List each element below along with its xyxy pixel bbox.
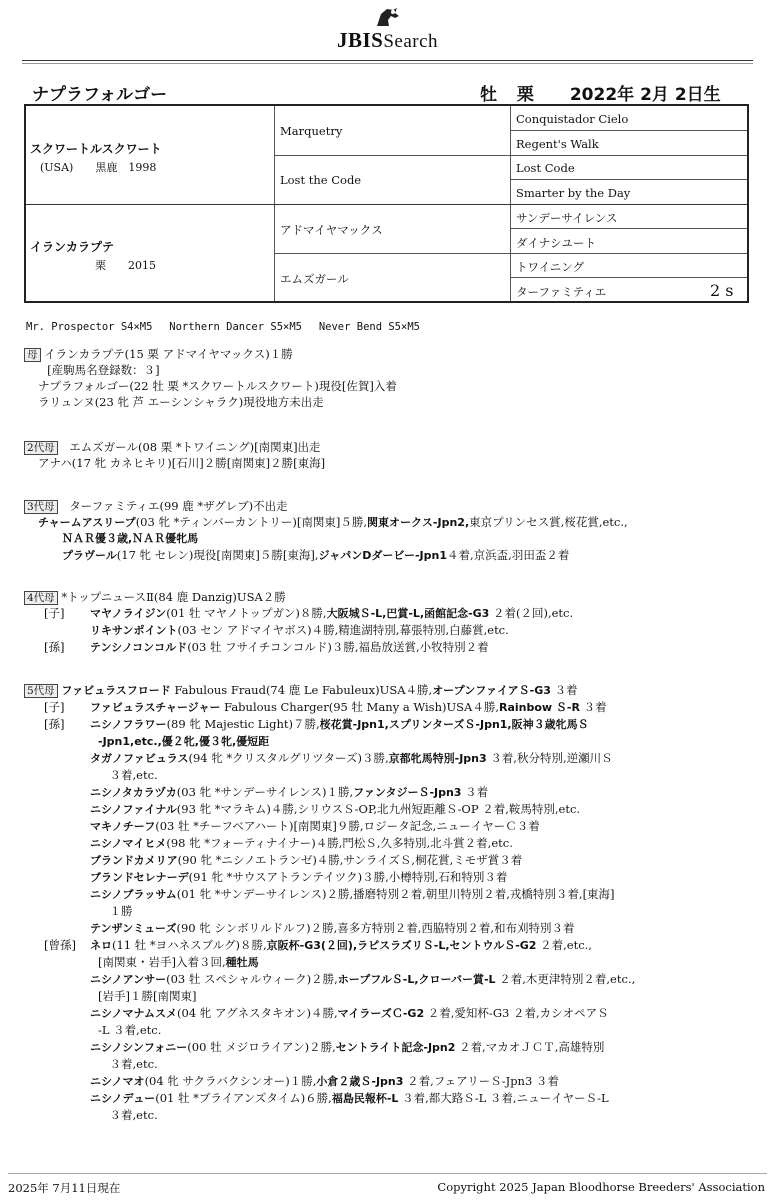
- pedigree-g3-6[interactable]: ダイナシユート: [516, 236, 597, 250]
- section-text: (03 牝 *サンデーサイレンス)１勝,: [176, 785, 354, 799]
- section-head: *トップニュースⅡ(84 鹿 Danzig)USA２勝: [61, 590, 286, 604]
- section-3rd-dam: [24, 498, 628, 564]
- section-head: Fabulous Fraud(74 鹿 Le Fabuleux)USA４勝,: [174, 683, 433, 697]
- race-text: セントライト記念-Jpn2: [335, 1041, 456, 1054]
- section-text: ２着,鞍馬特別,etc.: [482, 802, 581, 816]
- section-text: ３着,都大路Ｓ-L ３着,ニューイヤーＳ-L: [402, 1091, 609, 1105]
- section-text: ２着,フェアリーＳ-Jpn3 ３着: [407, 1074, 559, 1088]
- horse-name: ナプラフォルゴー: [32, 85, 168, 105]
- section-text: (01 牡 *ブライアンズタイム)６勝,: [155, 1091, 332, 1105]
- section-text: (98 牝 *フォーティナイナー)４勝,門松Ｓ,久多特別,北斗賞２着,etc.: [166, 836, 513, 850]
- relative-row: [24, 818, 635, 835]
- pedigree-g3-8[interactable]: ターファミティエ: [516, 285, 607, 299]
- horse-link[interactable]: ネロ: [90, 939, 112, 952]
- race-text: マイラーズＣ-G2: [337, 1007, 425, 1020]
- section-text: (01 牝 *サンデーサイレンス)２勝,播磨特別２着,朝里川特別２着,戎橋特別３着,[東海]: [176, 887, 615, 901]
- relative-row: [24, 784, 635, 801]
- relative-row: [24, 903, 635, 920]
- relative-row: [24, 1039, 635, 1056]
- relative-row: [24, 716, 635, 733]
- footer-rule: [8, 1173, 767, 1174]
- section-text: Fabulous Charger(95 牡 Many a Wish)USA４勝,: [224, 700, 499, 714]
- relative-row: [24, 988, 635, 1005]
- logo-text: JBISSearch: [336, 28, 439, 52]
- pedigree-table: [24, 104, 749, 303]
- horse-color: 栗: [516, 85, 534, 105]
- race-text: Rainbow Ｓ-R: [499, 701, 580, 714]
- race-text: -Jpn1,etc.,優２牝,優３牝,優短距: [98, 735, 270, 748]
- jbis-logo[interactable]: [0, 6, 775, 53]
- relative-row: [24, 971, 635, 988]
- section-text: (11 牡 *ヨハネスブルグ)８勝,: [112, 938, 267, 952]
- horse-link[interactable]: ニシノタカラヅカ: [90, 786, 177, 799]
- horse-link[interactable]: マヤノライジン: [90, 607, 167, 620]
- relative-row: [24, 1005, 635, 1022]
- dam-info: 栗 2015: [40, 259, 156, 272]
- section-text: (93 牝 *マラキム)４勝,シリウスＳ-OP,北九州短距離Ｓ-OP: [176, 802, 479, 816]
- horse-link[interactable]: ニシノマナムスメ: [90, 1007, 178, 1020]
- horse-link[interactable]: テンシノコンコルド: [90, 641, 188, 654]
- section-text: (03 牡 *チーフベアハート)[南関東]９勝,ロジータ記念,ニューイヤーＣ３着: [155, 819, 540, 833]
- pedigree-g3-2[interactable]: Regent's Walk: [516, 137, 599, 151]
- kin-label: [子]: [44, 606, 65, 620]
- race-text: 京都牝馬特別-Jpn3: [388, 752, 487, 765]
- horse-link[interactable]: チャームアスリープ: [38, 516, 136, 529]
- relative-row: [24, 801, 635, 818]
- section-text: ２着(２回),etc.: [493, 606, 574, 620]
- horse-link[interactable]: リキサンポイント: [90, 624, 178, 637]
- section-4th-dam: [24, 589, 573, 656]
- race-text: 桜花賞-Jpn1,スプリンターズＳ-Jpn1,阪神３歳牝馬Ｓ: [319, 718, 589, 731]
- relative-row: [24, 835, 635, 852]
- horse-link[interactable]: ニシノマオ: [90, 1075, 145, 1088]
- section-text: (91 牝 *サウスアトランテイツク)３勝,小樽特別,石和特別３着: [188, 870, 508, 884]
- horse-link[interactable]: ニシノブラッサム: [90, 888, 177, 901]
- horse-link[interactable]: ファビュラスフロード: [61, 684, 171, 697]
- section-text: (00 牡 メジロライアン)２勝,: [187, 1040, 336, 1054]
- section-5th-dam: [24, 682, 635, 1124]
- footer-date: 2025年 7月11日現在: [8, 1181, 121, 1195]
- dam-line: イランカラプテ(15 栗 アドマイヤマックス)１勝: [44, 347, 293, 361]
- pedigree-g2-4[interactable]: エムズガール: [280, 272, 349, 286]
- pedigree-g2-3[interactable]: アドマイヤマックス: [280, 223, 383, 237]
- section-text: (03 牝 *ティンバーカントリー)[南関東]５勝,: [135, 515, 368, 529]
- kin-label: [孫]: [44, 717, 65, 731]
- horse-link[interactable]: ニシノデュー: [90, 1092, 156, 1105]
- relative-row: [24, 920, 635, 937]
- dam-line: ラリュンヌ(23 牝 芦 エーシンシャラク)現役地方未出走: [38, 395, 324, 409]
- section-text: ３着: [465, 785, 489, 799]
- relative-row: [24, 1107, 635, 1124]
- logo-search-text: Search: [383, 31, 439, 52]
- pedigree-dam[interactable]: [26, 234, 274, 277]
- dam-line: ナプラフォルゴー(22 牡 栗 *スクワートルスクワート)現役[佐賀]入着: [38, 379, 397, 393]
- section-text: [南関東・岩手]入着３回,: [98, 955, 226, 969]
- section-text: ３着,etc.: [98, 1108, 158, 1122]
- section-text: ３着,etc.: [98, 768, 158, 782]
- relative-row: [24, 1090, 635, 1107]
- section-text: ４着,京浜盃,羽田盃２着: [447, 548, 570, 562]
- pedigree-g2-2[interactable]: Lost the Code: [280, 173, 362, 187]
- horse-link[interactable]: ニシノフラワー: [90, 718, 167, 731]
- race-text: 福島民報杯-L: [331, 1092, 399, 1105]
- horse-link[interactable]: プラヴール: [62, 549, 117, 562]
- section-text: ２着,愛知杯-G3 ２着,カシオペアＳ: [427, 1006, 609, 1020]
- pedigree-note: 2 s: [710, 281, 734, 300]
- pedigree-sire[interactable]: [26, 136, 274, 179]
- race-text: 種牡馬: [225, 956, 259, 969]
- section-tag: 2代母: [24, 441, 58, 455]
- relative-row: [24, 954, 635, 971]
- horse-link[interactable]: ニシノマイヒメ: [90, 837, 167, 850]
- race-text: 関東オークス-Jpn2,: [367, 516, 470, 529]
- race-text: ジャパンDダービー-Jpn1: [318, 549, 448, 562]
- section-text: (94 牝 *クリスタルグリツターズ)３勝,: [188, 751, 389, 765]
- horse-sex: 牡: [480, 85, 497, 105]
- section-head: ターファミティエ(99 鹿 *ザグレブ)不出走: [69, 499, 288, 513]
- inbreeding-text: Mr. Prospector S4×M5 Northern Dancer S5×M5 Never Bend S5×M5: [26, 321, 420, 333]
- relative-row: [24, 937, 635, 954]
- relative-row: [24, 1022, 635, 1039]
- pedigree-g3-5[interactable]: サンデーサイレンス: [516, 211, 618, 225]
- race-text: 小倉２歳Ｓ-Jpn3: [316, 1075, 404, 1088]
- pedigree-g3-7[interactable]: トワイニング: [516, 260, 584, 274]
- sire-info: (USA) 黒鹿 1998: [40, 161, 157, 174]
- section-dam: [24, 346, 397, 410]
- horse-head-icon: [373, 6, 403, 28]
- section-text: ３着,etc.: [98, 1057, 158, 1071]
- relative-row: [24, 1056, 635, 1073]
- award-text: ＮＡＲ優３歳,ＮＡＲ優牝馬: [62, 532, 199, 545]
- section-text: (03 牡 フサイチコンコルド)３勝,福島放送賞,小牧特別２着: [187, 640, 489, 654]
- horse-link[interactable]: ブランドセレナーデ: [90, 871, 189, 884]
- relative-row: [24, 869, 635, 886]
- pedigree-g2-1[interactable]: Marquetry: [280, 124, 343, 138]
- section-text: ３着: [583, 700, 607, 714]
- race-text: オープンファイアＳ-G3: [432, 684, 551, 697]
- horse-link[interactable]: ニシノファイナル: [90, 803, 177, 816]
- race-text: ファンタジーＳ-Jpn3: [353, 786, 462, 799]
- horse-link[interactable]: マキノチーフ: [90, 820, 156, 833]
- dam-line: [産駒馬名登録数：３]: [32, 363, 160, 377]
- kin-label: [孫]: [44, 640, 65, 654]
- race-text: 大阪城Ｓ-L,巴賞-L,函館記念-G3: [326, 607, 490, 620]
- section-text: ２着,木更津特別２着,etc.,: [499, 972, 636, 986]
- horse-link[interactable]: テンザンミューズ: [90, 922, 177, 935]
- section-text: (90 牝 *ニシノエトランゼ)４勝,サンライズＳ,桐花賞,ミモザ賞３着: [177, 853, 523, 867]
- horse-birth: 2022年 2月 2日生: [569, 85, 721, 105]
- section-text: １勝: [98, 904, 133, 918]
- section-text: 東京プリンセス賞,桜花賞,etc.,: [469, 515, 628, 529]
- section-tag: 母: [24, 348, 41, 362]
- horse-link[interactable]: ブランドカメリア: [90, 854, 178, 867]
- relative-row: [24, 733, 635, 750]
- section-text: [岩手]１勝[南関東]: [98, 989, 197, 1003]
- section-text: ２着,etc.,: [540, 938, 592, 952]
- race-text: ホープフルＳ-L,クローバー賞-L: [337, 973, 496, 986]
- header-rule-thin: [22, 63, 753, 64]
- kin-label: [曾孫]: [44, 938, 76, 952]
- relative-row: [24, 750, 635, 767]
- section-tag: 5代母: [24, 684, 58, 698]
- race-text: 京阪杯-G3(２回),ラピスラズリＳ-L,セントウルＳ-G2: [266, 939, 537, 952]
- header-rule: [22, 60, 753, 61]
- horse-link[interactable]: ファビュラスチャージャー: [90, 701, 221, 714]
- horse-meta: [480, 80, 735, 105]
- section-tag: 3代母: [24, 500, 58, 514]
- relative-row: [24, 852, 635, 869]
- section-text: (04 牝 サクラバクシンオー)１勝,: [144, 1074, 317, 1088]
- section-text: (90 牝 シンボリルドルフ)２勝,喜多方特別２着,西脇特別２着,和布刈特別３着: [176, 921, 575, 935]
- section-text: (01 牡 マヤノトップガン)８勝,: [166, 606, 327, 620]
- section-text: (03 牡 スペシャルウィーク)２勝,: [166, 972, 338, 986]
- section-text: ３着,秋分特別,逆瀬川Ｓ: [490, 751, 613, 765]
- section-text: (89 牝 Majestic Light)７勝,: [166, 717, 320, 731]
- pedigree-g3-4[interactable]: Smarter by the Day: [516, 186, 631, 200]
- section-text: (17 牝 セレン)現役[南関東]５勝[東海],: [116, 548, 319, 562]
- horse-link[interactable]: ニシノシンフォニー: [90, 1041, 188, 1054]
- relative-row: [24, 886, 635, 903]
- section-text: -L ３着,etc.: [98, 1023, 162, 1037]
- sire-name[interactable]: スクワートルスクワート: [30, 142, 162, 156]
- section-head: エムズガール(08 栗 *トワイニング)[南関東]出走: [69, 440, 321, 454]
- section-text: (03 セン アドマイヤボス)４勝,精進湖特別,幕張特別,白藤賞,etc.: [177, 623, 509, 637]
- section-tag: 4代母: [24, 591, 58, 605]
- section-text: ３着: [554, 683, 578, 697]
- section-line: アナハ(17 牝 カネヒキリ)[石川]２勝[南関東]２勝[東海]: [38, 456, 326, 470]
- relative-row: [24, 1073, 635, 1090]
- horse-link[interactable]: ニシノアンサー: [90, 973, 167, 986]
- section-text: ２着,マカオＪＣＴ,高雄特別: [459, 1040, 605, 1054]
- horse-link[interactable]: タガノファビュラス: [90, 752, 189, 765]
- pedigree-g3-3[interactable]: Lost Code: [516, 161, 575, 175]
- relative-row: [24, 767, 635, 784]
- section-2nd-dam: [24, 439, 325, 471]
- kin-label: [子]: [44, 700, 65, 714]
- dam-name[interactable]: イランカラプテ: [30, 240, 115, 254]
- section-text: (04 牝 アグネスタキオン)４勝,: [177, 1006, 338, 1020]
- footer-copyright: Copyright 2025 Japan Bloodhorse Breeders' Association: [437, 1180, 765, 1194]
- pedigree-g3-1[interactable]: Conquistador Cielo: [516, 112, 629, 126]
